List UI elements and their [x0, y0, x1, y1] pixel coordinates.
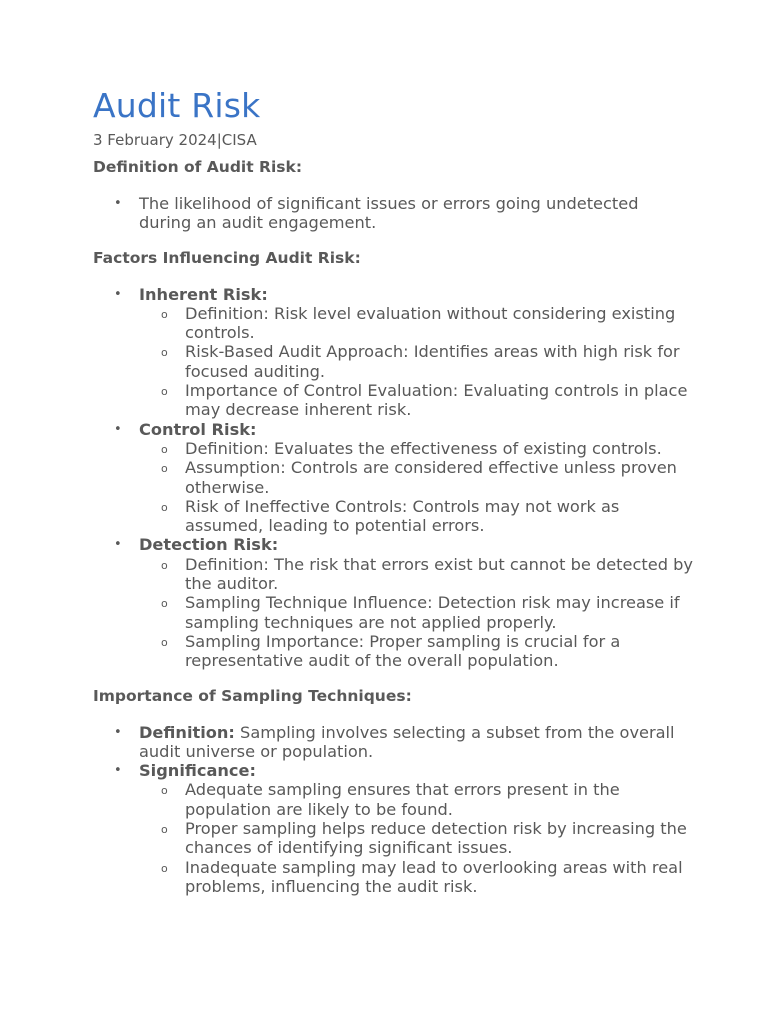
section-heading: Factors Influencing Audit Risk:: [93, 248, 361, 267]
sub-list-item-text: Sampling Importance: Proper sampling is crucial for a representative audit of the overall population.: [185, 631, 621, 671]
list-item-label: Definition:: [139, 722, 235, 742]
sub-list-item-text: Importance of Control Evaluation: Evaluating controls in place may decrease inherent risk.: [185, 381, 688, 420]
factors-list: [93, 285, 693, 671]
section-heading: Definition of Audit Risk:: [93, 158, 303, 176]
sub-list-item: [139, 497, 693, 536]
list-item-significance: [93, 761, 693, 896]
sub-list: [139, 304, 693, 420]
sub-list-item: [139, 381, 693, 420]
list-item-inherent-risk: [93, 285, 693, 420]
sub-list-item-text: Proper sampling helps reduce detection risk by increasing the chances of identifying significant issues.: [185, 819, 687, 858]
sub-list-item-text: Definition: The risk that errors exist but cannot be detected by the auditor.: [185, 554, 693, 594]
sub-list-item-text: Assumption: Controls are considered effective unless proven otherwise.: [185, 458, 677, 497]
sub-list-item: [139, 439, 693, 458]
sub-list-item-text: Adequate sampling ensures that errors present in the population are likely to be found.: [185, 780, 620, 819]
sub-list: [139, 555, 693, 671]
sampling-list: [93, 723, 693, 897]
list-item-label: Detection Risk:: [139, 535, 279, 555]
sub-list-item: [139, 304, 693, 343]
list-item-label: Control Risk:: [139, 419, 257, 439]
sub-list-item-text: Definition: Risk level evaluation without considering existing controls.: [185, 303, 676, 343]
list-item-definition: [93, 723, 693, 762]
sub-list-item-text: Risk-Based Audit Approach: Identifies areas with high risk for focused auditing.: [185, 342, 680, 381]
sub-list: [139, 780, 693, 896]
section-heading: Importance of Sampling Techniques:: [93, 686, 412, 705]
sub-list-item: [139, 593, 693, 632]
sub-list-item: [139, 780, 693, 819]
list-item: [93, 194, 693, 233]
sub-list-item-text: Sampling Technique Influence: Detection risk may increase if sampling techniques are not applied properly.: [185, 593, 680, 632]
list-item-detection-risk: [93, 535, 693, 670]
definition-list: [93, 194, 693, 233]
sub-list-item: [139, 555, 693, 594]
list-item-label: Inherent Risk:: [139, 284, 268, 304]
sub-list-item-text: Risk of Ineffective Controls: Controls may not work as assumed, leading to potential errors.: [185, 496, 620, 536]
date-category-line: 3 February 2024|CISA: [93, 131, 257, 149]
sub-list-item-text: Inadequate sampling may lead to overlooking areas with real problems, influencing the audit risk.: [185, 857, 683, 896]
sub-list-item: [139, 458, 693, 497]
list-item-text: Sampling involves selecting a subset from the overall audit universe or population.: [139, 722, 675, 761]
list-item-text: The likelihood of significant issues or errors going undetected during an audit engagement.: [139, 194, 639, 233]
document-page: [93, 85, 693, 896]
definition-section: [93, 158, 693, 233]
sub-list-item: [139, 858, 693, 897]
sub-list-item: [139, 632, 693, 671]
sub-list-item: [139, 819, 693, 858]
sub-list-item: [139, 342, 693, 381]
sub-list-item-text: Definition: Evaluates the effectiveness of existing controls.: [185, 438, 662, 458]
list-item-control-risk: [93, 420, 693, 536]
list-item-label: Significance:: [139, 761, 256, 781]
page-title: Audit Risk: [93, 86, 261, 125]
factors-section: [93, 249, 693, 671]
sub-list: [139, 439, 693, 535]
sampling-section: [93, 687, 693, 897]
